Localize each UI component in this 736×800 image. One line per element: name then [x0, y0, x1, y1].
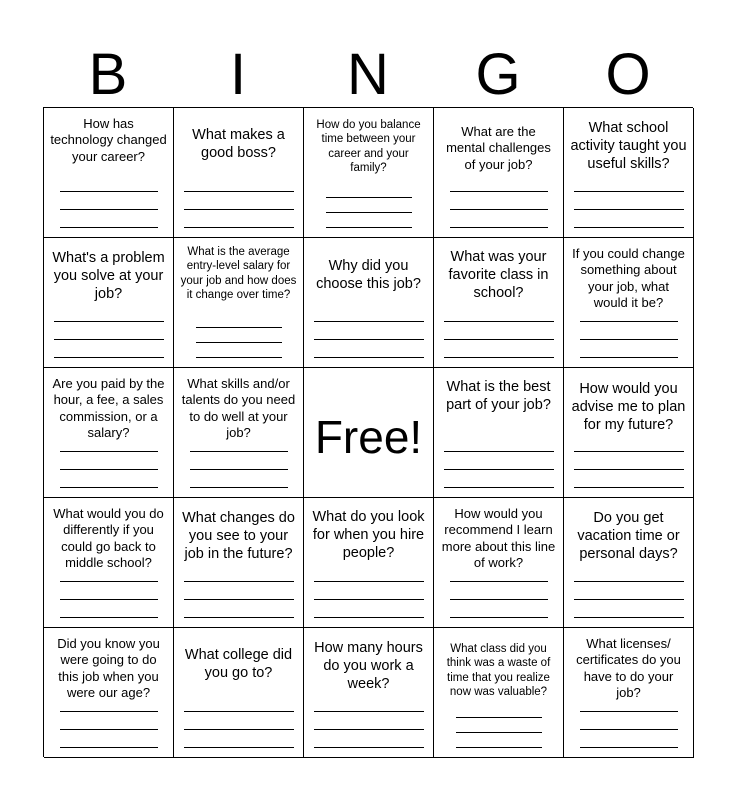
answer-line	[60, 451, 158, 452]
bingo-cell	[434, 238, 564, 368]
answer-line	[60, 729, 158, 730]
answer-lines	[434, 174, 563, 228]
answer-lines	[564, 694, 693, 748]
answer-line	[314, 747, 424, 748]
cell-question: What school activity taught you useful skills?	[570, 120, 687, 173]
bingo-cell	[174, 108, 304, 238]
answer-lines	[434, 703, 563, 748]
bingo-cell	[434, 498, 564, 628]
cell-question: What are the mental challenges of your job?	[446, 124, 551, 172]
answer-line	[450, 191, 548, 192]
answer-line	[314, 581, 424, 582]
header-letter-n: N	[347, 42, 389, 107]
answer-line	[314, 617, 424, 618]
cell-question: What would you do differently if you could go back to middle school?	[53, 506, 164, 570]
answer-lines	[174, 174, 303, 228]
cell-question: What's a problem you solve at your job?	[52, 250, 165, 303]
cell-question: What do you look for when you hire people?	[312, 509, 425, 562]
answer-line	[444, 357, 554, 358]
bingo-cell	[434, 108, 564, 238]
answer-lines	[44, 434, 173, 488]
answer-line	[326, 197, 412, 198]
answer-line	[60, 599, 158, 600]
answer-line	[60, 617, 158, 618]
bingo-cell	[564, 238, 694, 368]
bingo-cell	[564, 498, 694, 628]
bingo-header	[43, 44, 693, 106]
answer-lines	[44, 174, 173, 228]
bingo-cell	[174, 628, 304, 758]
answer-lines	[174, 564, 303, 618]
free-cell	[304, 368, 434, 498]
cell-question: What makes a good boss?	[192, 127, 285, 162]
cell-question: What is the best part of your job?	[446, 379, 551, 414]
answer-line	[450, 617, 548, 618]
cell-question: Are you paid by the hour, a fee, a sales commission, or a salary?	[52, 376, 165, 440]
cell-question: How has technology changed your career?	[50, 116, 167, 164]
answer-lines	[434, 304, 563, 358]
answer-line	[60, 209, 158, 210]
answer-line	[580, 747, 678, 748]
answer-line	[60, 747, 158, 748]
cell-question: What was your favorite class in school?	[448, 249, 549, 302]
answer-line	[60, 227, 158, 228]
bingo-cell	[44, 108, 174, 238]
answer-line	[326, 227, 412, 228]
answer-line	[314, 339, 424, 340]
bingo-cell	[44, 628, 174, 758]
bingo-cell	[174, 498, 304, 628]
answer-line	[580, 711, 678, 712]
answer-line	[574, 469, 684, 470]
answer-lines	[44, 564, 173, 618]
answer-line	[54, 339, 164, 340]
cell-question: How many hours do you work a week?	[314, 640, 423, 693]
answer-line	[450, 209, 548, 210]
answer-line	[314, 729, 424, 730]
bingo-cell	[174, 368, 304, 498]
answer-line	[456, 732, 542, 733]
cell-question: How would you advise me to plan for my future?	[571, 381, 686, 434]
answer-line	[196, 342, 282, 343]
answer-line	[184, 711, 294, 712]
bingo-cell	[304, 238, 434, 368]
answer-line	[444, 469, 554, 470]
answer-lines	[174, 313, 303, 358]
bingo-cell	[304, 108, 434, 238]
bingo-cell	[44, 238, 174, 368]
answer-line	[450, 227, 548, 228]
cell-question: What is the average entry-level salary for your job and how does it change over time?	[180, 246, 297, 302]
answer-line	[580, 321, 678, 322]
answer-line	[196, 327, 282, 328]
cell-question: If you could change something about your job, what would it be?	[572, 246, 685, 310]
answer-line	[574, 227, 684, 228]
answer-line	[580, 729, 678, 730]
answer-line	[184, 599, 294, 600]
answer-line	[574, 191, 684, 192]
cell-question: Did you know you were going to do this job when you were our age?	[57, 636, 160, 700]
answer-line	[580, 339, 678, 340]
answer-line	[196, 357, 282, 358]
cell-question: How do you balance time between your career and your family?	[316, 119, 421, 175]
answer-line	[314, 599, 424, 600]
answer-line	[54, 321, 164, 322]
answer-line	[60, 469, 158, 470]
cell-question: What skills and/or talents do you need to do well at your job?	[181, 376, 296, 440]
answer-line	[60, 711, 158, 712]
answer-line	[574, 487, 684, 488]
answer-line	[574, 581, 684, 582]
answer-line	[314, 321, 424, 322]
answer-lines	[174, 434, 303, 488]
bingo-cell	[304, 498, 434, 628]
answer-line	[184, 617, 294, 618]
answer-lines	[564, 434, 693, 488]
answer-lines	[44, 304, 173, 358]
cell-question: What class did you think was a waste of time that you realize now was valuable?	[446, 643, 551, 699]
answer-line	[444, 339, 554, 340]
answer-line	[60, 191, 158, 192]
cell-question: How would you recommend I learn more about this line of work?	[441, 506, 556, 570]
header-letter-g: G	[475, 42, 521, 107]
cell-question: What college did you go to?	[184, 647, 293, 682]
answer-lines	[304, 183, 433, 228]
answer-line	[184, 227, 294, 228]
bingo-cell	[44, 368, 174, 498]
answer-line	[190, 487, 288, 488]
answer-line	[60, 487, 158, 488]
header-letter-b: B	[88, 42, 128, 107]
answer-lines	[564, 174, 693, 228]
bingo-cell	[564, 628, 694, 758]
answer-line	[580, 357, 678, 358]
answer-line	[314, 357, 424, 358]
bingo-cell	[434, 368, 564, 498]
answer-line	[450, 581, 548, 582]
answer-line	[574, 209, 684, 210]
header-letter-i: I	[229, 42, 247, 107]
answer-line	[574, 599, 684, 600]
answer-lines	[564, 304, 693, 358]
cell-question: Why did you choose this job?	[316, 258, 421, 293]
answer-line	[456, 717, 542, 718]
answer-line	[444, 487, 554, 488]
bingo-cell	[174, 238, 304, 368]
answer-line	[184, 191, 294, 192]
cell-question: What changes do you see to your job in the future?	[182, 510, 295, 563]
answer-lines	[434, 564, 563, 618]
bingo-cell	[434, 628, 564, 758]
answer-line	[184, 581, 294, 582]
answer-line	[54, 357, 164, 358]
answer-line	[456, 747, 542, 748]
answer-lines	[564, 564, 693, 618]
answer-lines	[304, 564, 433, 618]
header-letter-o: O	[605, 42, 651, 107]
answer-line	[444, 451, 554, 452]
answer-lines	[304, 304, 433, 358]
answer-lines	[174, 694, 303, 748]
answer-line	[190, 451, 288, 452]
answer-lines	[434, 434, 563, 488]
answer-line	[184, 729, 294, 730]
answer-line	[444, 321, 554, 322]
bingo-cell	[44, 498, 174, 628]
bingo-cell	[304, 628, 434, 758]
answer-lines	[44, 694, 173, 748]
answer-line	[326, 212, 412, 213]
answer-lines	[304, 694, 433, 748]
answer-line	[314, 711, 424, 712]
answer-line	[190, 469, 288, 470]
free-label: Free!	[314, 410, 423, 463]
cell-question: Do you get vacation time or personal days?	[577, 510, 680, 563]
bingo-cell	[564, 368, 694, 498]
answer-line	[450, 599, 548, 600]
bingo-cell	[564, 108, 694, 238]
answer-line	[574, 617, 684, 618]
answer-line	[60, 581, 158, 582]
bingo-grid	[43, 107, 693, 757]
cell-question: What licenses/ certificates do you have to do your job?	[576, 636, 681, 700]
answer-line	[574, 451, 684, 452]
answer-line	[184, 747, 294, 748]
answer-line	[184, 209, 294, 210]
